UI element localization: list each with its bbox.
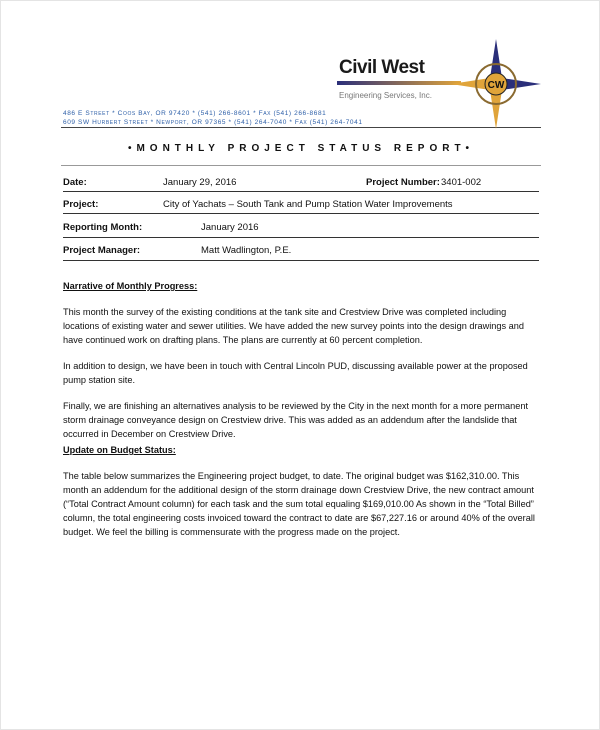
- narrative-paragraph: This month the survey of the existing conditions at the tank site and Crestview Drive was completed including locations of existing water and sewer utilities. We have added the new survey points into the design drawings and have continued work on drafting plans. The plans are currently at 60 percent completion.: [63, 307, 525, 345]
- logo-bar: [337, 81, 461, 85]
- row-divider: [63, 260, 539, 261]
- reporting-month-value: January 2016: [201, 222, 259, 233]
- title-divider: [61, 165, 541, 166]
- row-divider: [63, 213, 539, 214]
- narrative-section: [63, 279, 539, 441]
- budget-paragraph: The table below summarizes the Engineering project budget, to date. The original budget was $162,310.00. This month an addendum for the additional design of the storm drainage down Crestview Drive, the new contract amount (“Total Contract Amount column) for each task and the sum total equaling $169,010.00 As shown in the “Total Billed” column, the total engineering costs invoiced toward the contract to date are $67,227.16 or around 40% of the overall budget. We feel the billing is commensurate with the progress made on the project.: [63, 471, 535, 537]
- company-subtitle: Engineering Services, Inc.: [339, 91, 432, 100]
- narrative-heading: Narrative of Monthly Progress:: [63, 281, 198, 291]
- budget-section: [63, 443, 539, 539]
- project-manager-value: Matt Wadlington, P.E.: [201, 245, 292, 256]
- row-divider: [63, 237, 539, 238]
- address-newport: 609 SW Hurbert Street * Newport, OR 97365 * (541) 264-7040 * Fax (541) 264-7041: [63, 119, 363, 126]
- date-value: January 29, 2016: [163, 177, 237, 188]
- address-coos-bay: 486 E Street * Coos Bay, OR 97420 * (541) 266-8601 * Fax (541) 266-8681: [63, 110, 327, 117]
- project-number-value: 3401-002: [441, 177, 482, 188]
- report-title: •MONTHLY PROJECT STATUS REPORT•: [127, 143, 475, 154]
- company-name: Civil West: [339, 57, 425, 78]
- compass-logo-icon: [451, 39, 541, 129]
- project-value: City of Yachats – South Tank and Pump Station Water Improvements: [163, 199, 453, 210]
- budget-heading: Update on Budget Status:: [63, 445, 176, 455]
- row-divider: [63, 191, 539, 192]
- reporting-month-label: Reporting Month:: [63, 222, 143, 233]
- project-label: Project:: [63, 199, 99, 210]
- project-manager-label: Project Manager:: [63, 245, 141, 256]
- project-number-label: Project Number:: [366, 177, 440, 188]
- logo-mark-text: CW: [487, 80, 505, 91]
- date-label: Date:: [63, 177, 87, 188]
- narrative-paragraph: In addition to design, we have been in touch with Central Lincoln PUD, discussing available power at the proposed pump station site.: [63, 361, 528, 385]
- narrative-paragraph: Finally, we are finishing an alternatives analysis to be reviewed by the City in the next month for a more permanent storm drainage conveyance design on Crestview drive. This was added as an addendum after the landslide that occurred in December on Crestview Drive.: [63, 401, 529, 439]
